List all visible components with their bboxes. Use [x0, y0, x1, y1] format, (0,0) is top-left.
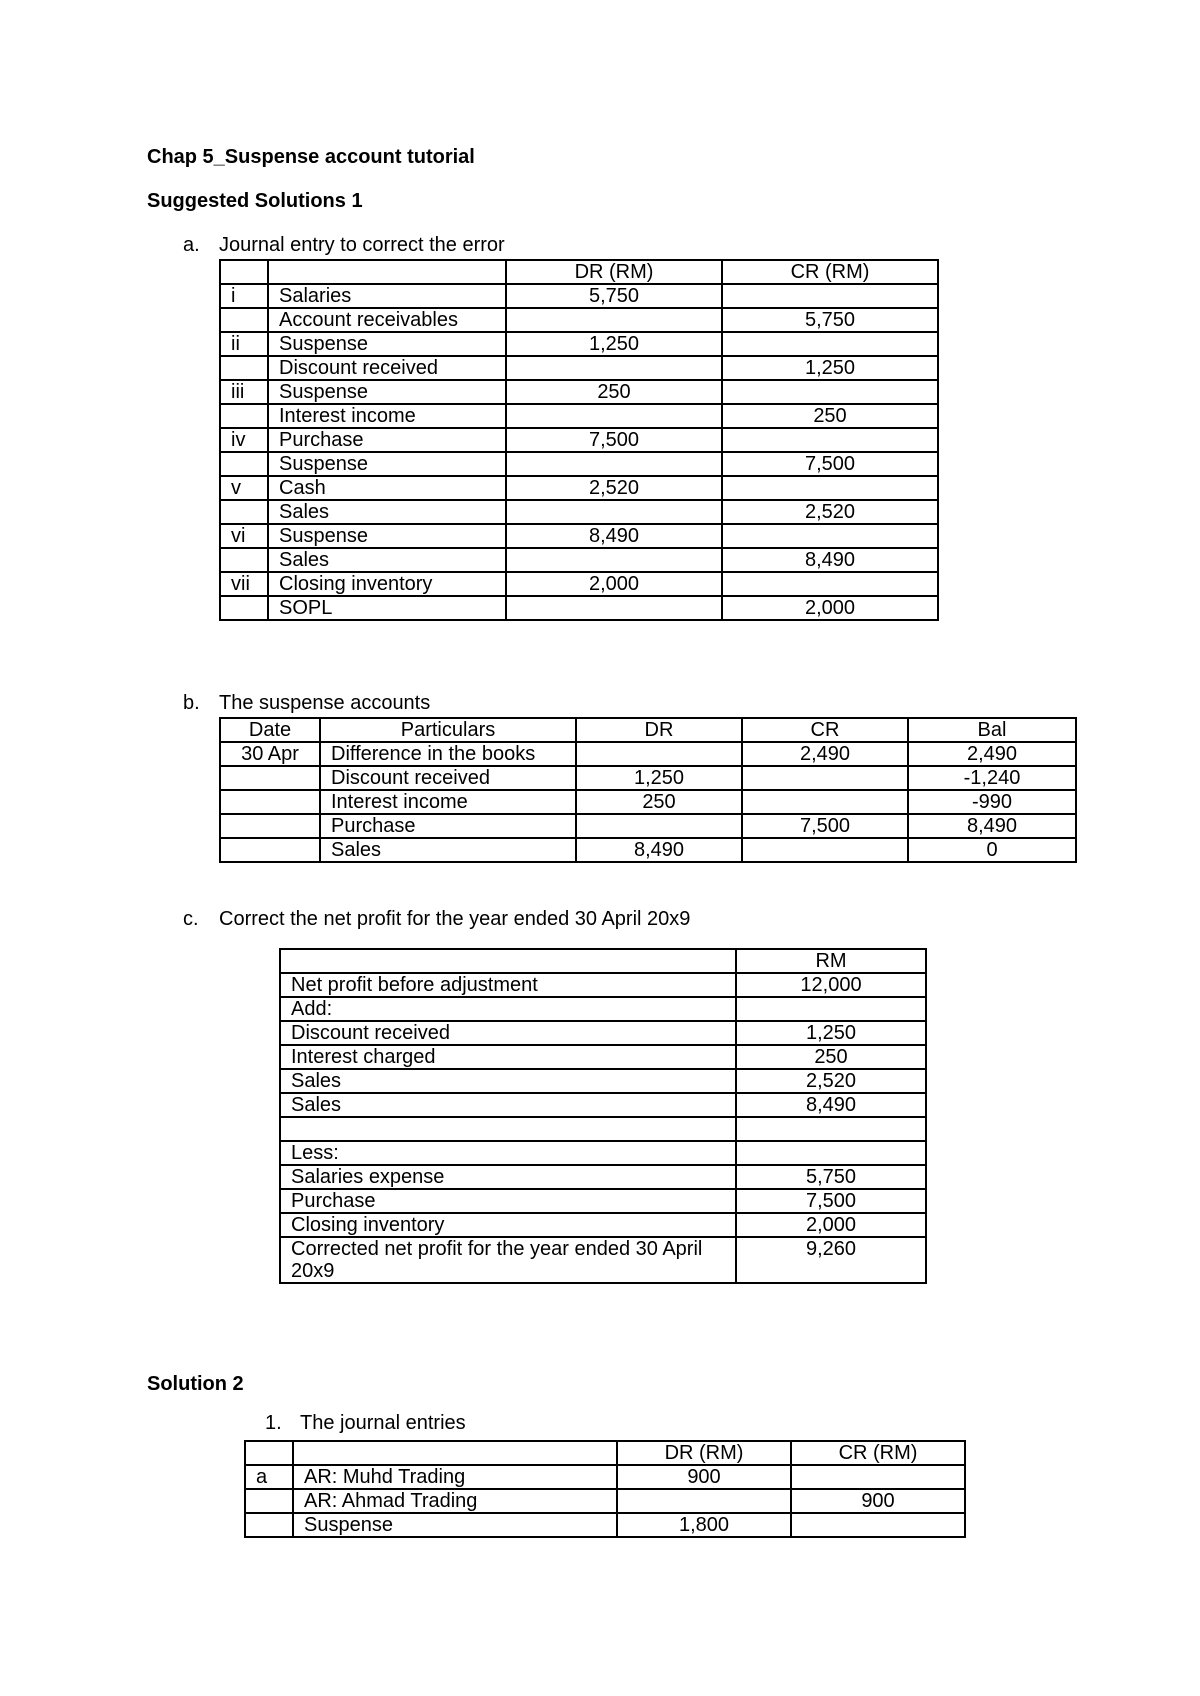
- account-cell: Suspense: [268, 524, 506, 548]
- table-row: [220, 428, 938, 452]
- item-label-cell: Corrected net profit for the year ended 30 April 20x9: [280, 1237, 736, 1283]
- amount-cell: 12,000: [736, 973, 926, 997]
- balance-cell: 8,490: [908, 814, 1076, 838]
- item-label-cell: Discount received: [280, 1021, 736, 1045]
- table-row: [280, 1021, 926, 1045]
- part-b-title: The suspense accounts: [219, 692, 431, 714]
- table-row: [220, 332, 938, 356]
- amount-cell: [736, 1141, 926, 1165]
- table-row: [245, 1513, 965, 1537]
- table-row: [220, 596, 938, 620]
- header-dr: DR (RM): [617, 1441, 791, 1465]
- debit-cell: [506, 404, 722, 428]
- credit-cell: 2,000: [722, 596, 938, 620]
- item-label-cell: Purchase: [280, 1189, 736, 1213]
- entry-number-cell: [220, 452, 268, 476]
- part-a-marker: a.: [183, 234, 200, 256]
- header-no: [245, 1441, 293, 1465]
- account-cell: Suspense: [293, 1513, 617, 1537]
- debit-cell: 1,800: [617, 1513, 791, 1537]
- entry-number-cell: [245, 1489, 293, 1513]
- table-row: [220, 500, 938, 524]
- header-bal: Bal: [908, 718, 1076, 742]
- solution2-heading: Solution 2: [147, 1373, 244, 1395]
- amount-cell: [736, 997, 926, 1021]
- table-header-row: [220, 260, 938, 284]
- debit-cell: [576, 742, 742, 766]
- debit-cell: 2,000: [506, 572, 722, 596]
- credit-cell: 7,500: [742, 814, 908, 838]
- debit-cell: [506, 308, 722, 332]
- account-cell: Closing inventory: [268, 572, 506, 596]
- account-cell: Suspense: [268, 332, 506, 356]
- item-label-cell: Add:: [280, 997, 736, 1021]
- table-row: [280, 1189, 926, 1213]
- table-row: [220, 452, 938, 476]
- amount-cell: 2,000: [736, 1213, 926, 1237]
- credit-cell: 1,250: [722, 356, 938, 380]
- amount-cell: 2,520: [736, 1069, 926, 1093]
- particulars-cell: Sales: [320, 838, 576, 862]
- item-label-cell: [280, 1117, 736, 1141]
- account-cell: Suspense: [268, 452, 506, 476]
- amount-cell: 5,750: [736, 1165, 926, 1189]
- credit-cell: [722, 476, 938, 500]
- suspense-account-table: [219, 717, 1077, 863]
- account-cell: Cash: [268, 476, 506, 500]
- credit-cell: [722, 380, 938, 404]
- credit-cell: [742, 766, 908, 790]
- table-header-row: [220, 718, 1076, 742]
- table-row: [220, 284, 938, 308]
- debit-cell: 1,250: [576, 766, 742, 790]
- entry-number-cell: ii: [220, 332, 268, 356]
- debit-cell: [506, 452, 722, 476]
- date-cell: [220, 790, 320, 814]
- entry-number-cell: [220, 404, 268, 428]
- debit-cell: 2,520: [506, 476, 722, 500]
- header-dr: DR (RM): [506, 260, 722, 284]
- amount-cell: [736, 1117, 926, 1141]
- credit-cell: [791, 1513, 965, 1537]
- part-c-title: Correct the net profit for the year ended 30 April 20x9: [219, 908, 691, 930]
- table-header-row: [280, 949, 926, 973]
- debit-cell: 900: [617, 1465, 791, 1489]
- table-row: [280, 1117, 926, 1141]
- debit-cell: 8,490: [576, 838, 742, 862]
- header-rm: RM: [736, 949, 926, 973]
- particulars-cell: Discount received: [320, 766, 576, 790]
- table-row: [280, 1141, 926, 1165]
- date-cell: [220, 838, 320, 862]
- debit-cell: 8,490: [506, 524, 722, 548]
- item-label-cell: Less:: [280, 1141, 736, 1165]
- table-row: [220, 404, 938, 428]
- entry-number-cell: vii: [220, 572, 268, 596]
- credit-cell: [791, 1465, 965, 1489]
- debit-cell: 250: [506, 380, 722, 404]
- entry-number-cell: iv: [220, 428, 268, 452]
- table-row: [280, 1165, 926, 1189]
- account-cell: Purchase: [268, 428, 506, 452]
- credit-cell: [742, 838, 908, 862]
- table-row: [280, 1069, 926, 1093]
- entry-number-cell: [220, 308, 268, 332]
- account-cell: Discount received: [268, 356, 506, 380]
- item-label-cell: Closing inventory: [280, 1213, 736, 1237]
- table-row: [220, 308, 938, 332]
- entry-number-cell: a: [245, 1465, 293, 1489]
- debit-cell: [506, 500, 722, 524]
- journal-table-a: [219, 259, 939, 621]
- credit-cell: [722, 524, 938, 548]
- net-profit-table: [279, 948, 927, 1284]
- date-cell: 30 Apr: [220, 742, 320, 766]
- part-b-marker: b.: [183, 692, 200, 714]
- account-cell: Salaries: [268, 284, 506, 308]
- table-row: [280, 1093, 926, 1117]
- debit-cell: 250: [576, 790, 742, 814]
- journal-table-2: [244, 1440, 966, 1538]
- table-row: [245, 1465, 965, 1489]
- entry-number-cell: [220, 596, 268, 620]
- item1-title: The journal entries: [300, 1412, 466, 1434]
- debit-cell: [576, 814, 742, 838]
- date-cell: [220, 766, 320, 790]
- amount-cell: 8,490: [736, 1093, 926, 1117]
- header-no: [220, 260, 268, 284]
- entry-number-cell: [220, 548, 268, 572]
- debit-cell: [506, 548, 722, 572]
- part-c-marker: c.: [183, 908, 199, 930]
- debit-cell: 1,250: [506, 332, 722, 356]
- amount-cell: 1,250: [736, 1021, 926, 1045]
- header-dr: DR: [576, 718, 742, 742]
- debit-cell: 7,500: [506, 428, 722, 452]
- table-row: [220, 790, 1076, 814]
- account-cell: SOPL: [268, 596, 506, 620]
- item-label-cell: Sales: [280, 1069, 736, 1093]
- entry-number-cell: [220, 500, 268, 524]
- table-row: [220, 380, 938, 404]
- table-row: [220, 524, 938, 548]
- debit-cell: [617, 1489, 791, 1513]
- account-cell: Interest income: [268, 404, 506, 428]
- document-title: Chap 5_Suspense account tutorial: [147, 146, 475, 168]
- header-account: [268, 260, 506, 284]
- table-row: [220, 572, 938, 596]
- entry-number-cell: [245, 1513, 293, 1537]
- header-particulars: Particulars: [320, 718, 576, 742]
- credit-cell: 250: [722, 404, 938, 428]
- table-row: [220, 742, 1076, 766]
- table-row: [220, 356, 938, 380]
- table-row: [280, 1237, 926, 1283]
- debit-cell: 5,750: [506, 284, 722, 308]
- table-row: [245, 1489, 965, 1513]
- header-date: Date: [220, 718, 320, 742]
- amount-cell: 9,260: [736, 1237, 926, 1283]
- credit-cell: 900: [791, 1489, 965, 1513]
- item-label-cell: Sales: [280, 1093, 736, 1117]
- table-row: [220, 814, 1076, 838]
- entry-number-cell: [220, 356, 268, 380]
- table-row: [220, 476, 938, 500]
- credit-cell: [722, 284, 938, 308]
- entry-number-cell: i: [220, 284, 268, 308]
- item-label-cell: Salaries expense: [280, 1165, 736, 1189]
- header-cr: CR (RM): [791, 1441, 965, 1465]
- entry-number-cell: vi: [220, 524, 268, 548]
- account-cell: Sales: [268, 548, 506, 572]
- credit-cell: 5,750: [722, 308, 938, 332]
- entry-number-cell: iii: [220, 380, 268, 404]
- item-label-cell: Interest charged: [280, 1045, 736, 1069]
- table-header-row: [245, 1441, 965, 1465]
- account-cell: AR: Muhd Trading: [293, 1465, 617, 1489]
- amount-cell: 250: [736, 1045, 926, 1069]
- item1-marker: 1.: [265, 1412, 282, 1434]
- account-cell: Sales: [268, 500, 506, 524]
- account-cell: Account receivables: [268, 308, 506, 332]
- particulars-cell: Purchase: [320, 814, 576, 838]
- balance-cell: -990: [908, 790, 1076, 814]
- account-cell: AR: Ahmad Trading: [293, 1489, 617, 1513]
- credit-cell: 7,500: [722, 452, 938, 476]
- particulars-cell: Difference in the books: [320, 742, 576, 766]
- header-cr: CR: [742, 718, 908, 742]
- balance-cell: 0: [908, 838, 1076, 862]
- table-row: [280, 1213, 926, 1237]
- credit-cell: [722, 332, 938, 356]
- table-row: [280, 1045, 926, 1069]
- part-a-title: Journal entry to correct the error: [219, 234, 505, 256]
- date-cell: [220, 814, 320, 838]
- debit-cell: [506, 596, 722, 620]
- item-label-cell: Net profit before adjustment: [280, 973, 736, 997]
- credit-cell: 2,520: [722, 500, 938, 524]
- credit-cell: [722, 572, 938, 596]
- balance-cell: -1,240: [908, 766, 1076, 790]
- balance-cell: 2,490: [908, 742, 1076, 766]
- header-account: [293, 1441, 617, 1465]
- debit-cell: [506, 356, 722, 380]
- table-row: [280, 997, 926, 1021]
- credit-cell: [722, 428, 938, 452]
- credit-cell: 8,490: [722, 548, 938, 572]
- account-cell: Suspense: [268, 380, 506, 404]
- table-row: [280, 973, 926, 997]
- header-label: [280, 949, 736, 973]
- table-row: [220, 548, 938, 572]
- solution1-heading: Suggested Solutions 1: [147, 190, 363, 212]
- table-row: [220, 838, 1076, 862]
- amount-cell: 7,500: [736, 1189, 926, 1213]
- credit-cell: [742, 790, 908, 814]
- entry-number-cell: v: [220, 476, 268, 500]
- table-row: [220, 766, 1076, 790]
- header-cr: CR (RM): [722, 260, 938, 284]
- credit-cell: 2,490: [742, 742, 908, 766]
- particulars-cell: Interest income: [320, 790, 576, 814]
